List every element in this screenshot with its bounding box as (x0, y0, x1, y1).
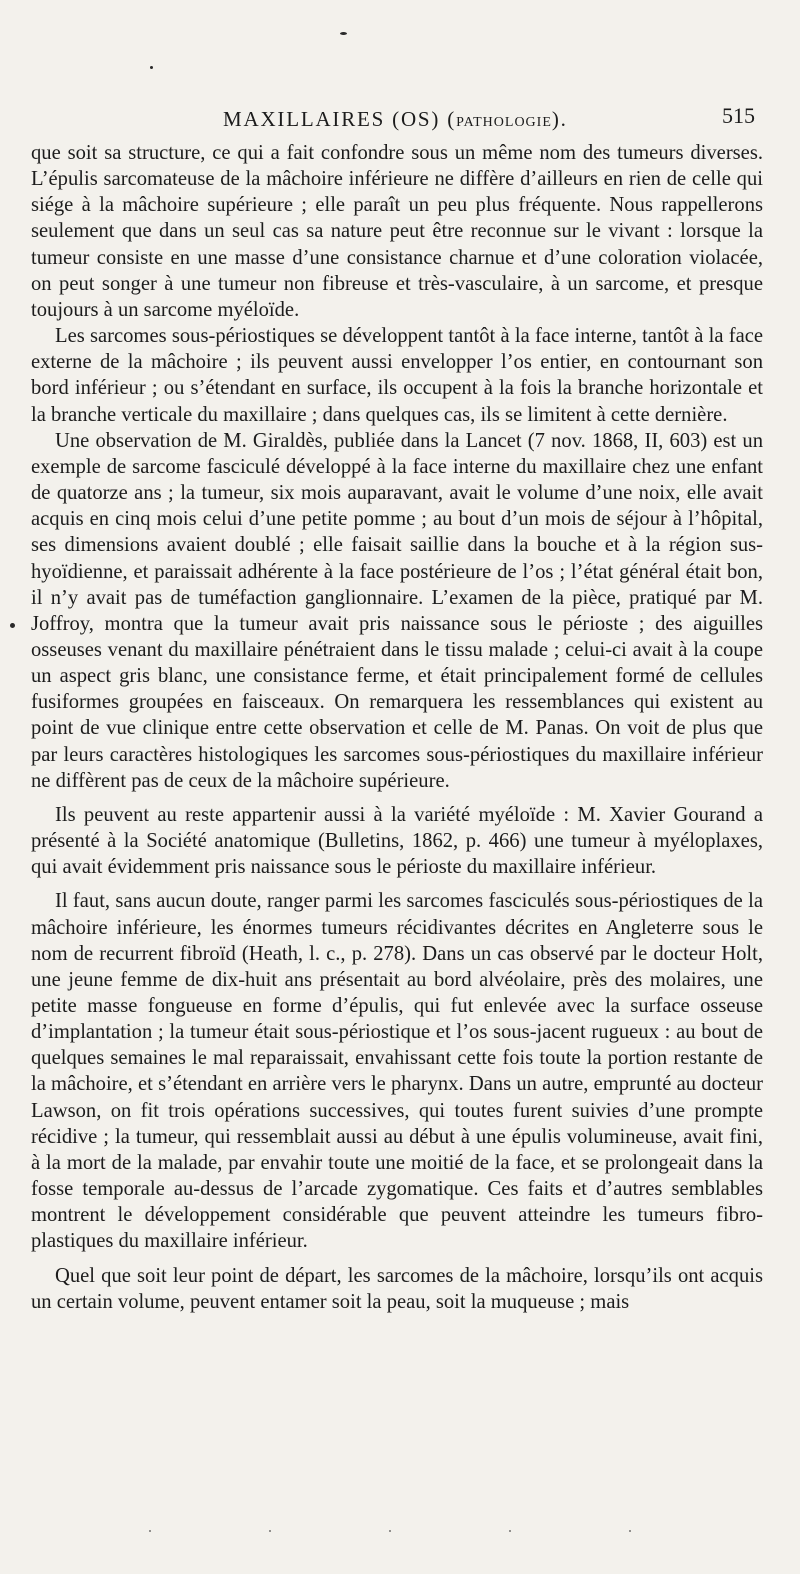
paragraph: Les sarcomes sous-périostiques se développent tantôt à la face interne, tantôt à la face externe de la mâchoire ; ils peuvent aussi envelopper l’os entier, en contournant son bord inférieur ; ou s’étendant en surface, ils occupent à la fois la branche horizontale et la branche verticale du maxillaire ; dans quelques cas, ils se limitent à cette dernière. (31, 325, 763, 426)
print-speck (10, 623, 15, 628)
running-title-main: MAXILLAIRES (OS) ( (223, 107, 457, 131)
bottom-print-marks (90, 1530, 710, 1532)
running-title-end: ). (551, 107, 568, 131)
running-title (223, 107, 568, 132)
text-body (31, 140, 763, 1315)
print-speck (340, 32, 347, 35)
running-title-subject: PATHOLOGIE (456, 115, 552, 130)
page-number: 515 (722, 103, 755, 128)
paragraph: que soit sa structure, ce qui a fait confondre sous un même nom des tumeurs diverses. L’épulis sarcomateuse de la mâchoire inférieure ne diffère d’ailleurs en rien de celle qui siége à la mâchoire supérieure ; elle paraît un peu plus fréquente. Nous rappellerons seulement que dans un seul cas sa nature peut être reconnue sur le vivant : lorsque la tumeur consiste en une masse d’une consistance charnue et d’une coloration violacée, on peut songer à une tumeur non fibreuse et très-vasculaire, à un sarcome, et presque toujours à un sarcome myéloïde. (31, 142, 763, 321)
running-header (0, 103, 800, 133)
paragraph: Quel que soit leur point de départ, les sarcomes de la mâchoire, lorsqu’ils ont acquis un certain volume, peuvent entamer soit la peau, soit la muqueuse ; mais (31, 1264, 763, 1313)
print-speck (150, 66, 153, 69)
paragraph: Il faut, sans aucun doute, ranger parmi les sarcomes fasciculés sous-périostiques de la mâchoire inférieure, les énormes tumeurs récidivantes décrites en Angleterre sous le nom de recurrent fibroïd (Heath, l. c., p. 278). Dans un cas observé par le docteur Holt, une jeune femme de dix-huit ans présentait au bord alvéolaire, près des molaires, une petite masse fongueuse en forme d’épulis, qui fut enlevée avec la surface osseuse d’implantation ; la tumeur était sous-périostique et l’os sous-jacent rugueux : au bout de quelques semaines le mal reparaissait, envahissant cette fois toute la portion restante de la mâchoire, et s’étendant en arrière vers le pharynx. Dans un autre, emprunté au docteur Lawson, on fit trois opérations successives, qui toutes furent suivies d’une prompte récidive ; la tumeur, qui ressemblait aussi au début à une épulis volumineuse, avait fini, à la mort de la malade, par envahir toute une moitié de la face, et se prolongeait dans la fosse temporale au-dessus de l’arcade zygomatique. Ces faits et d’autres semblables montrent le développement considérable que peuvent atteindre les tumeurs fibro-plastiques du maxillaire inférieur. (31, 890, 763, 1253)
paragraph: Une observation de M. Giraldès, publiée dans la Lancet (7 nov. 1868, II, 603) est un exemple de sarcome fasciculé développé à la face interne du maxillaire chez une enfant de quatorze ans ; la tumeur, six mois auparavant, avait le volume d’une noix, elle avait acquis en cinq mois celui d’une petite pomme ; au bout d’un mois de séjour à l’hôpital, ses dimensions avaient doublé ; elle faisait saillie dans la bouche et à la région sus-hyoïdienne, et paraissait adhérente à la face postérieure de l’os ; l’état général était bon, il n’y avait pas de tuméfaction ganglionnaire. L’examen de la pièce, pratiqué par M. Joffroy, montra que la tumeur avait pris naissance sous le périoste ; des aiguilles osseuses venant du maxillaire pénétraient dans le tissu malade ; celui-ci avait à la coupe un aspect gris blanc, une consistance ferme, et était principalement formé de cellules fusiformes groupées en faisceaux. On remarquera les ressemblances qui existent au point de vue clinique entre cette observation et celle de M. Panas. On voit de plus que par leurs caractères histologiques les sarcomes sous-périostiques du maxillaire inférieur ne diffèrent pas de ceux de la mâchoire supérieure. (31, 429, 763, 792)
paragraph: Ils peuvent au reste appartenir aussi à la variété myéloïde : M. Xavier Gourand a présenté à la Société anatomique (Bulletins, 1862, p. 466) une tumeur à myéloplaxes, qui avait évidemment pris naissance sous le périoste du maxillaire inférieur. (31, 803, 763, 879)
